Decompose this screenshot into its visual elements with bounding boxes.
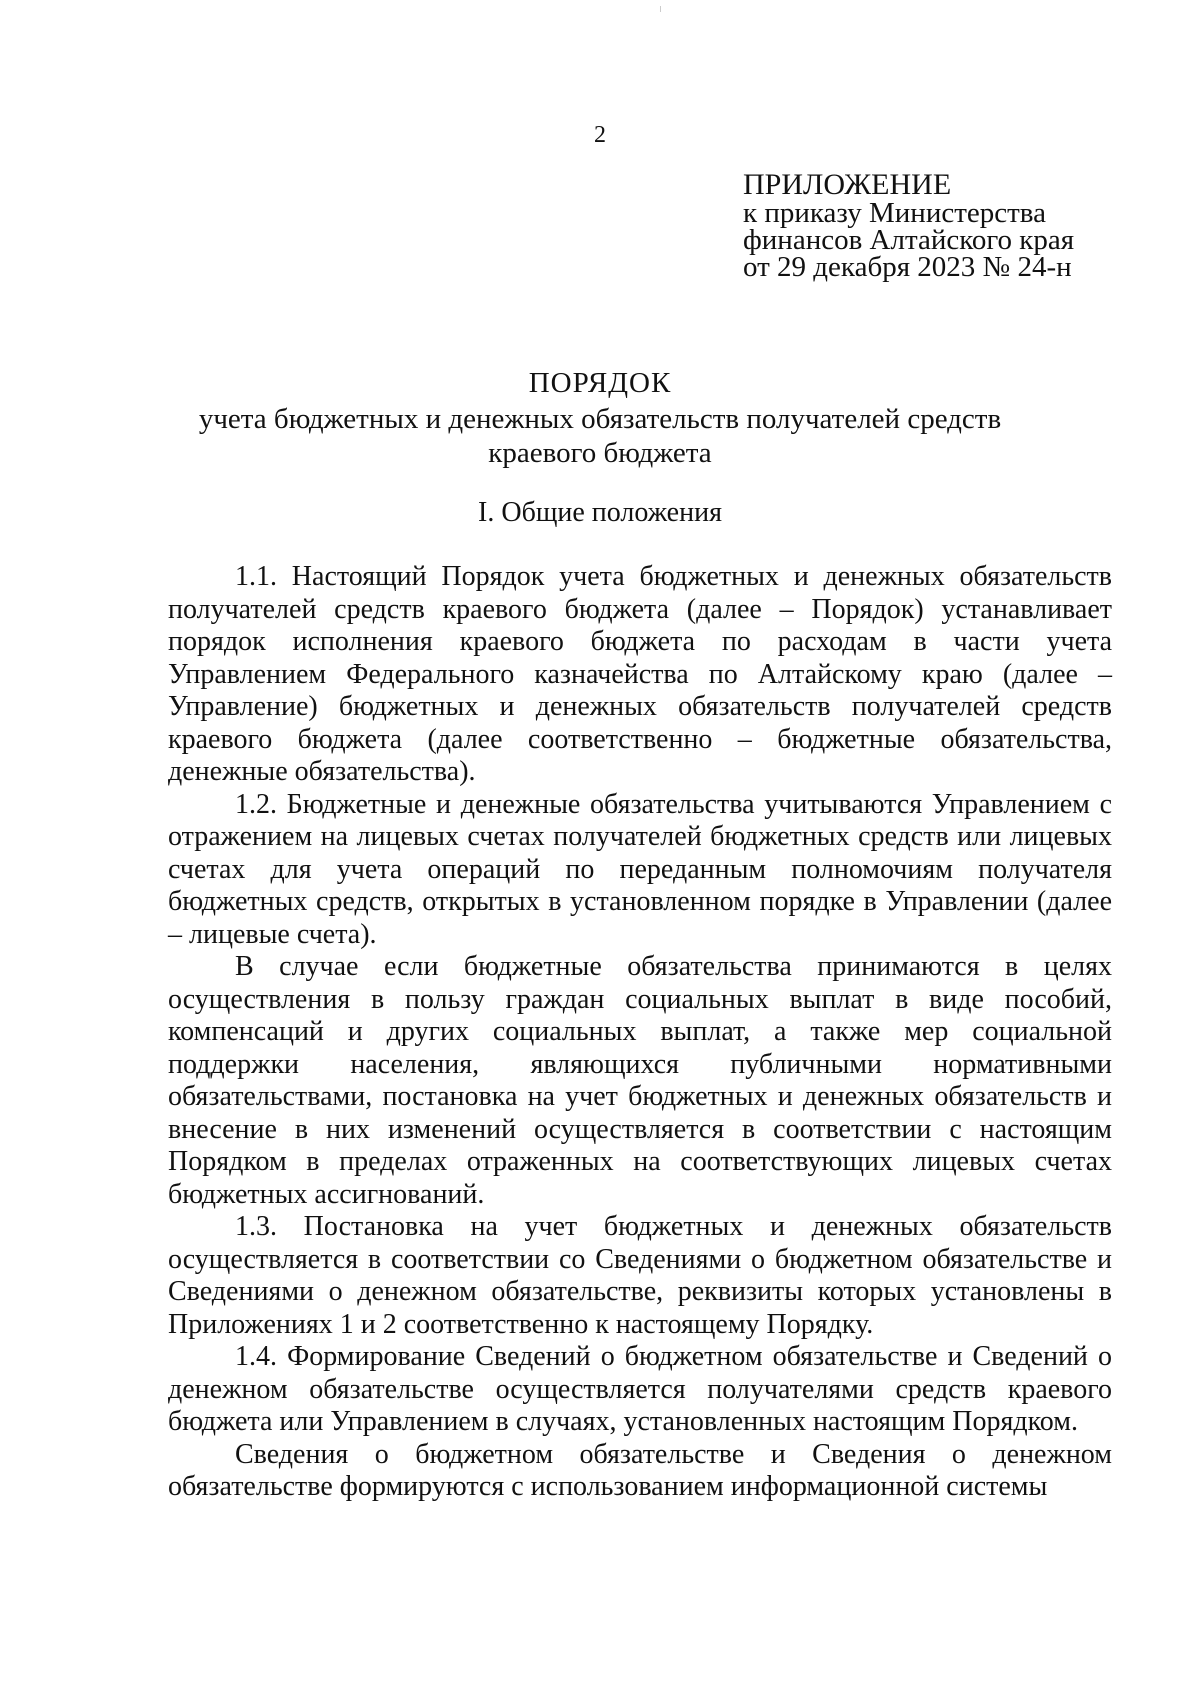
paragraph-1-3: 1.3. Постановка на учет бюджетных и денежных обязательств осуществляется в соответствии со Сведениями о бюджетном обязательстве и Сведениями о денежном обязательстве, реквизиты которых установлены в Приложениях 1 и 2 соответственно к настоящему Порядку. (168, 1211, 1112, 1340)
paragraph-1-4: 1.4. Формирование Сведений о бюджетном обязательстве и Сведений о денежном обязательстве осуществляется получателями средств краевого бюджета или Управлением в случаях, установленных настоящим Порядком. (168, 1341, 1112, 1437)
appendix-title: ПРИЛОЖЕНИЕ (743, 168, 952, 201)
appendix-block (743, 170, 1074, 281)
paragraph-1-2-cont: В случае если бюджетные обязательства принимаются в целях осуществления в пользу граждан социальных выплат в виде пособий, компенсаций и других социальных выплат, а также мер социальной поддержки населения, являющихся публичными нормативными обязательствами, постановка на учет бюджетных и денежных обязательств и внесение в них изменений осуществляется в соответствии с настоящим Порядком в пределах отраженных на соответствующих лицевых счетах бюджетных ассигнований. (168, 951, 1112, 1210)
paragraph-1-1: 1.1. Настоящий Порядок учета бюджетных и денежных обязательств получателей средств краевого бюджета (далее – Порядок) устанавливает порядок исполнения краевого бюджета по расходам в части учета Управлением Федерального казначейства по Алтайскому краю (далее – Управление) бюджетных и денежных обязательств получателей средств краевого бюджета (далее соответственно – бюджетные обязательства, денежные обязательства). (168, 561, 1112, 787)
appendix-line-3: от 29 декабря 2023 № 24-н (743, 251, 1072, 283)
appendix-line-2: финансов Алтайского края (743, 224, 1075, 256)
scan-mark (660, 6, 661, 12)
document-subtitle-line-1: учета бюджетных и денежных обязательств получателей средств (198, 403, 1002, 435)
paragraph-1-2: 1.2. Бюджетные и денежные обязательства учитываются Управлением с отражением на лицевых счетах получателей бюджетных средств или лицевых счетах для учета операций по переданным полномочиям получателя бюджетных средств, открытых в установленном порядке в Управлении (далее – лицевые счета). (168, 788, 1112, 950)
section-title: I. Общие положения (478, 497, 722, 528)
page-number: 2 (594, 122, 606, 148)
paragraph-1-4-cont: Сведения о бюджетном обязательстве и Сведения о денежном обязательстве формируются с использованием информационной системы (168, 1438, 1112, 1502)
document-title: ПОРЯДОК (528, 367, 672, 399)
body-text (168, 561, 1112, 1504)
document-title-block (0, 366, 1200, 470)
document-subtitle-line-2: краевого бюджета (488, 437, 712, 469)
appendix-line-1: к приказу Министерства (743, 197, 1046, 229)
